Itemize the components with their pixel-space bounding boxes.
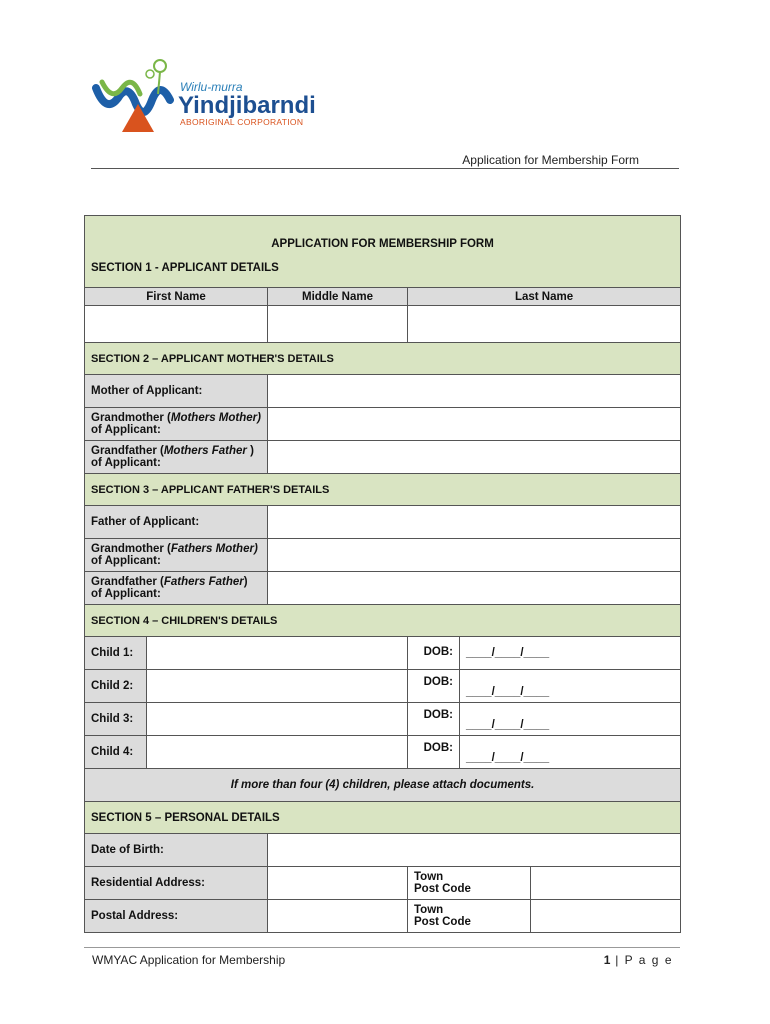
organisation-logo xyxy=(92,52,322,142)
residential-address-label: Residential Address: xyxy=(85,867,268,900)
child-1-dob-label: DOB: xyxy=(408,637,460,670)
child-3-name-field[interactable] xyxy=(147,703,408,736)
header-divider xyxy=(91,168,679,169)
postal-town-postcode-field[interactable] xyxy=(531,900,681,933)
child-2-dob-label: DOB: xyxy=(408,670,460,703)
postal-address-field[interactable] xyxy=(268,900,408,933)
first-name-field[interactable] xyxy=(85,306,268,343)
section-3-heading: SECTION 3 – APPLICANT FATHER'S DETAILS xyxy=(85,474,681,506)
child-4-dob-field[interactable]: ____/____/____ xyxy=(460,736,681,769)
middle-name-header: Middle Name xyxy=(268,288,408,306)
father-label: Father of Applicant: xyxy=(85,506,268,539)
logo-line-3: ABORIGINAL CORPORATION xyxy=(180,117,304,127)
paternal-grandmother-label: Grandmother (Fathers Mother) of Applicant: xyxy=(85,539,268,572)
child-2-name-field[interactable] xyxy=(147,670,408,703)
postal-address-label: Postal Address: xyxy=(85,900,268,933)
footer-document-name: WMYAC Application for Membership xyxy=(92,953,286,967)
postal-town-postcode-label: Town Post Code xyxy=(408,900,531,933)
maternal-grandmother-label: Grandmother (Mothers Mother) of Applicant: xyxy=(85,408,268,441)
child-3-label: Child 3: xyxy=(85,703,147,736)
logo-emblem-icon xyxy=(92,52,182,132)
logo-line-2: Yindjibarndi xyxy=(178,92,316,119)
child-4-dob-label: DOB: xyxy=(408,736,460,769)
child-4-label: Child 4: xyxy=(85,736,147,769)
child-1-name-field[interactable] xyxy=(147,637,408,670)
maternal-grandfather-label: Grandfather (Mothers Father ) of Applicant: xyxy=(85,441,268,474)
membership-form-table xyxy=(84,215,681,933)
form-title-row xyxy=(85,216,681,256)
mother-field[interactable] xyxy=(268,375,681,408)
first-name-header: First Name xyxy=(85,288,268,306)
middle-name-field[interactable] xyxy=(268,306,408,343)
child-3-dob-field[interactable]: ____/____/____ xyxy=(460,703,681,736)
child-1-dob-field[interactable]: ____/____/____ xyxy=(460,637,681,670)
residential-town-postcode-label: Town Post Code xyxy=(408,867,531,900)
form-title: APPLICATION FOR MEMBERSHIP FORM xyxy=(85,216,681,256)
residential-town-postcode-field[interactable] xyxy=(531,867,681,900)
paternal-grandfather-field[interactable] xyxy=(268,572,681,605)
maternal-grandmother-field[interactable] xyxy=(268,408,681,441)
date-of-birth-label: Date of Birth: xyxy=(85,834,268,867)
footer-divider xyxy=(84,947,680,948)
footer-page-number: 1 | P a g e xyxy=(603,953,673,967)
child-2-label: Child 2: xyxy=(85,670,147,703)
last-name-header: Last Name xyxy=(408,288,681,306)
children-note: If more than four (4) children, please attach documents. xyxy=(85,769,681,802)
father-field[interactable] xyxy=(268,506,681,539)
section-5-heading: SECTION 5 – PERSONAL DETAILS xyxy=(85,802,681,834)
date-of-birth-field[interactable] xyxy=(268,834,681,867)
child-3-dob-label: DOB: xyxy=(408,703,460,736)
section-4-heading: SECTION 4 – CHILDREN'S DETAILS xyxy=(85,605,681,637)
mother-label: Mother of Applicant: xyxy=(85,375,268,408)
paternal-grandfather-label: Grandfather (Fathers Father) of Applicant: xyxy=(85,572,268,605)
header-title: Application for Membership Form xyxy=(462,153,639,167)
residential-address-field[interactable] xyxy=(268,867,408,900)
logo-line-1: Wirlu-murra xyxy=(180,80,243,94)
child-1-label: Child 1: xyxy=(85,637,147,670)
section-1-heading: SECTION 1 - APPLICANT DETAILS xyxy=(85,256,681,288)
last-name-field[interactable] xyxy=(408,306,681,343)
maternal-grandfather-field[interactable] xyxy=(268,441,681,474)
child-2-dob-field[interactable]: ____/____/____ xyxy=(460,670,681,703)
section-2-heading: SECTION 2 – APPLICANT MOTHER'S DETAILS xyxy=(85,343,681,375)
paternal-grandmother-field[interactable] xyxy=(268,539,681,572)
child-4-name-field[interactable] xyxy=(147,736,408,769)
